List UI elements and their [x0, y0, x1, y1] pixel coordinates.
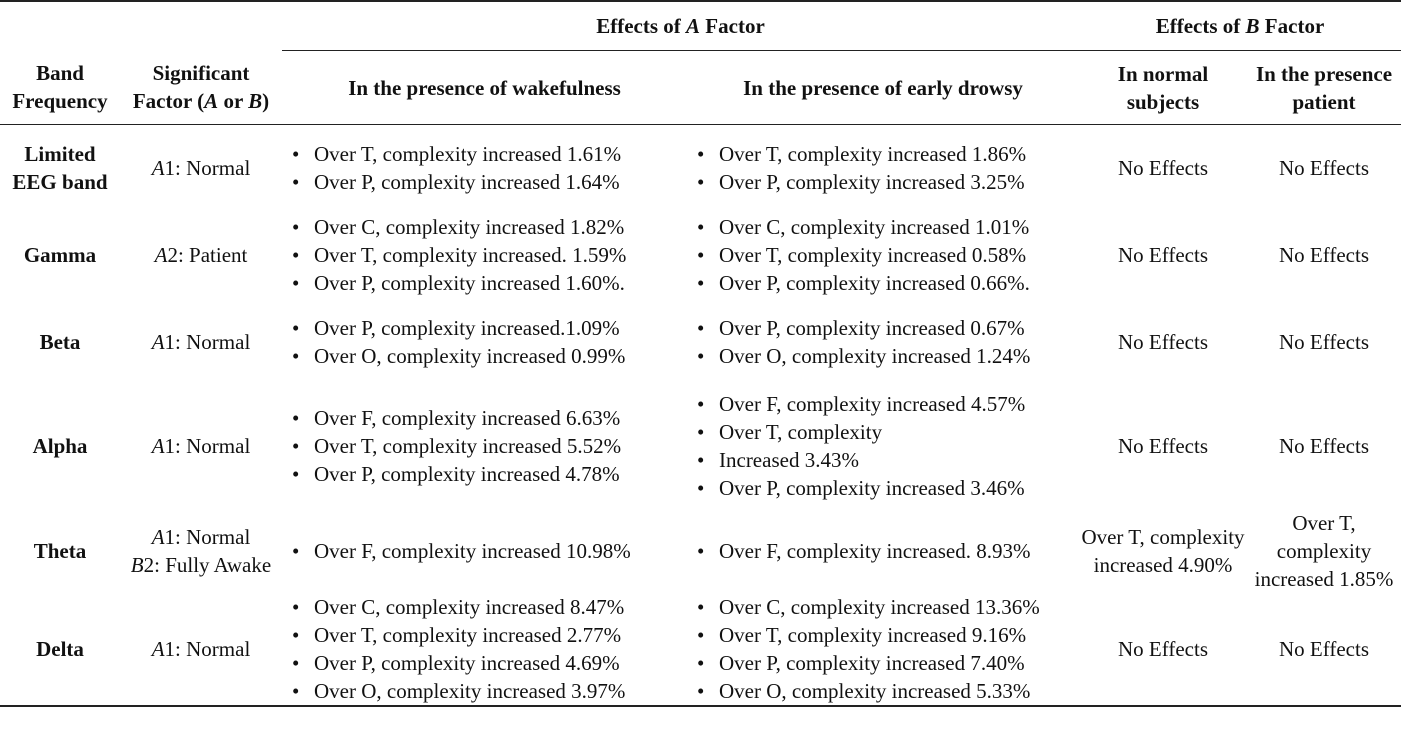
wakefulness-list [288, 593, 685, 705]
drowsy-cell [687, 384, 1079, 508]
list-item: • Over C, complexity increased 1.82% [288, 213, 685, 241]
factor-line: A1: Normal [151, 329, 251, 354]
band-cell: Gamma [23, 243, 97, 267]
drowsy-column-header: In the presence of early drowsy [687, 51, 1079, 125]
group-a-label: Effects of A Factor [596, 14, 765, 38]
list-item: • Over C, complexity increased 13.36% [693, 593, 1077, 621]
band-cell: Delta [0, 593, 120, 706]
list-item: • Over T, complexity increased. 1.59% [288, 241, 685, 269]
patient-effect-cell: No Effects [1279, 434, 1369, 458]
list-item: • Over C, complexity increased 1.01% [693, 213, 1077, 241]
normal-effect-cell: Over T, complexity increased 4.90% [1081, 524, 1245, 577]
list-item: • Over P, complexity increased 3.46% [693, 474, 1077, 502]
list-item: • Over P, complexity increased 4.69% [288, 649, 685, 677]
wakefulness-list [288, 314, 685, 370]
list-item: • Over T, complexity increased 0.58% [693, 241, 1077, 269]
patient-effect-cell: No Effects [1279, 329, 1369, 354]
drowsy-list [693, 537, 1077, 565]
list-item: • Over T, complexity increased 9.16% [693, 621, 1077, 649]
table-row [0, 508, 1401, 593]
list-item: • Over T, complexity increased 2.77% [288, 621, 685, 649]
factor-line: A1: Normal [151, 637, 251, 661]
drowsy-list [693, 140, 1077, 196]
patient-effect-cell: Over T, complexity increased 1.85% [1254, 510, 1394, 591]
wakefulness-list [288, 213, 685, 297]
list-item: • Over O, complexity increased 0.99% [288, 342, 685, 370]
list-item: • Over F, complexity increased 6.63% [288, 404, 685, 432]
band-column-header: Band Frequency [0, 51, 120, 125]
list-item: • Over F, complexity increased 10.98% [288, 537, 685, 565]
normal-effect-cell: No Effects [1118, 434, 1208, 458]
list-item: • Over P, complexity increased 3.25% [693, 168, 1077, 196]
list-item: • Over P, complexity increased.1.09% [288, 314, 685, 342]
list-item: • Over P, complexity increased 7.40% [693, 649, 1077, 677]
list-item: • Over O, complexity increased 3.97% [288, 677, 685, 705]
factor-cell [120, 508, 282, 593]
table-row [0, 593, 1401, 706]
table-row [0, 384, 1401, 508]
table-row [0, 125, 1401, 212]
normal-effect-cell: No Effects [1118, 156, 1208, 180]
group-b-label: Effects of B Factor [1155, 14, 1325, 38]
factor-cell [120, 384, 282, 508]
group-b-header [1079, 1, 1401, 51]
factor-line: A1: Normal [151, 524, 251, 549]
wakefulness-list [288, 140, 685, 196]
factor-line: B2: Fully Awake [130, 552, 272, 577]
drowsy-cell [687, 508, 1079, 593]
wakefulness-column-header: In the presence of wakefulness [282, 51, 687, 125]
patient-column-header: In the presence patient [1247, 51, 1401, 125]
normal-effect-cell: No Effects [1118, 329, 1208, 354]
blank-header-cell [120, 1, 282, 51]
list-item: • Over T, complexity increased 1.61% [288, 140, 685, 168]
list-item: • Over O, complexity increased 5.33% [693, 677, 1077, 705]
list-item: • Over F, complexity increased. 8.93% [693, 537, 1077, 565]
patient-effect-cell: No Effects [1279, 243, 1369, 267]
list-item: • Over P, complexity increased 0.67% [693, 314, 1077, 342]
table-row [0, 299, 1401, 384]
drowsy-cell [687, 211, 1079, 299]
factor-line: A1: Normal [151, 434, 251, 458]
normal-effect-cell: No Effects [1079, 593, 1247, 706]
list-item: • Over P, complexity increased 1.64% [288, 168, 685, 196]
factor-column-header: Significant Factor (A or B) [120, 51, 282, 125]
group-a-header [282, 1, 1079, 51]
list-item: • Over P, complexity increased 0.66%. [693, 269, 1077, 297]
group-header-row [0, 1, 1401, 51]
list-item: • Over T, complexity increased 1.86% [693, 140, 1077, 168]
factor-cell [120, 299, 282, 384]
factor-line: A2: Patient [154, 243, 248, 267]
list-item: • Increased 3.43% [693, 446, 1077, 474]
table-body [0, 125, 1401, 707]
table-row [0, 211, 1401, 299]
list-item: • Over P, complexity increased 4.78% [288, 460, 685, 488]
wakefulness-cell [282, 508, 687, 593]
wakefulness-cell [282, 384, 687, 508]
wakefulness-list [288, 537, 685, 565]
wakefulness-list [288, 404, 685, 488]
factor-cell [120, 211, 282, 299]
drowsy-list [693, 314, 1077, 370]
drowsy-list [693, 390, 1077, 502]
band-cell: Beta [39, 329, 81, 354]
wakefulness-cell [282, 299, 687, 384]
band-cell: Theta [33, 538, 87, 563]
patient-effect-cell: No Effects [1247, 593, 1401, 706]
factor-line: A1: Normal [151, 156, 251, 180]
wakefulness-cell [282, 593, 687, 706]
list-item: • Over P, complexity increased 1.60%. [288, 269, 685, 297]
list-item: • Over F, complexity increased 4.57% [693, 390, 1077, 418]
wakefulness-cell [282, 125, 687, 212]
list-item: • Over C, complexity increased 8.47% [288, 593, 685, 621]
normal-column-header: In normal subjects [1079, 51, 1247, 125]
factor-cell [120, 593, 282, 706]
list-item: • Over O, complexity increased 1.24% [693, 342, 1077, 370]
drowsy-cell [687, 299, 1079, 384]
wakefulness-cell [282, 211, 687, 299]
patient-effect-cell: No Effects [1279, 156, 1369, 180]
drowsy-cell [687, 593, 1079, 706]
drowsy-list [693, 593, 1077, 705]
normal-effect-cell: No Effects [1118, 243, 1208, 267]
blank-header-cell [0, 1, 120, 51]
factor-cell [120, 125, 282, 212]
drowsy-list [693, 213, 1077, 297]
band-cell: Alpha [32, 434, 88, 458]
drowsy-cell [687, 125, 1079, 212]
list-item: • Over T, complexity [693, 418, 1077, 446]
list-item: • Over T, complexity increased 5.52% [288, 432, 685, 460]
band-cell: Limited EEG band [12, 142, 108, 194]
column-header-row [0, 51, 1401, 125]
